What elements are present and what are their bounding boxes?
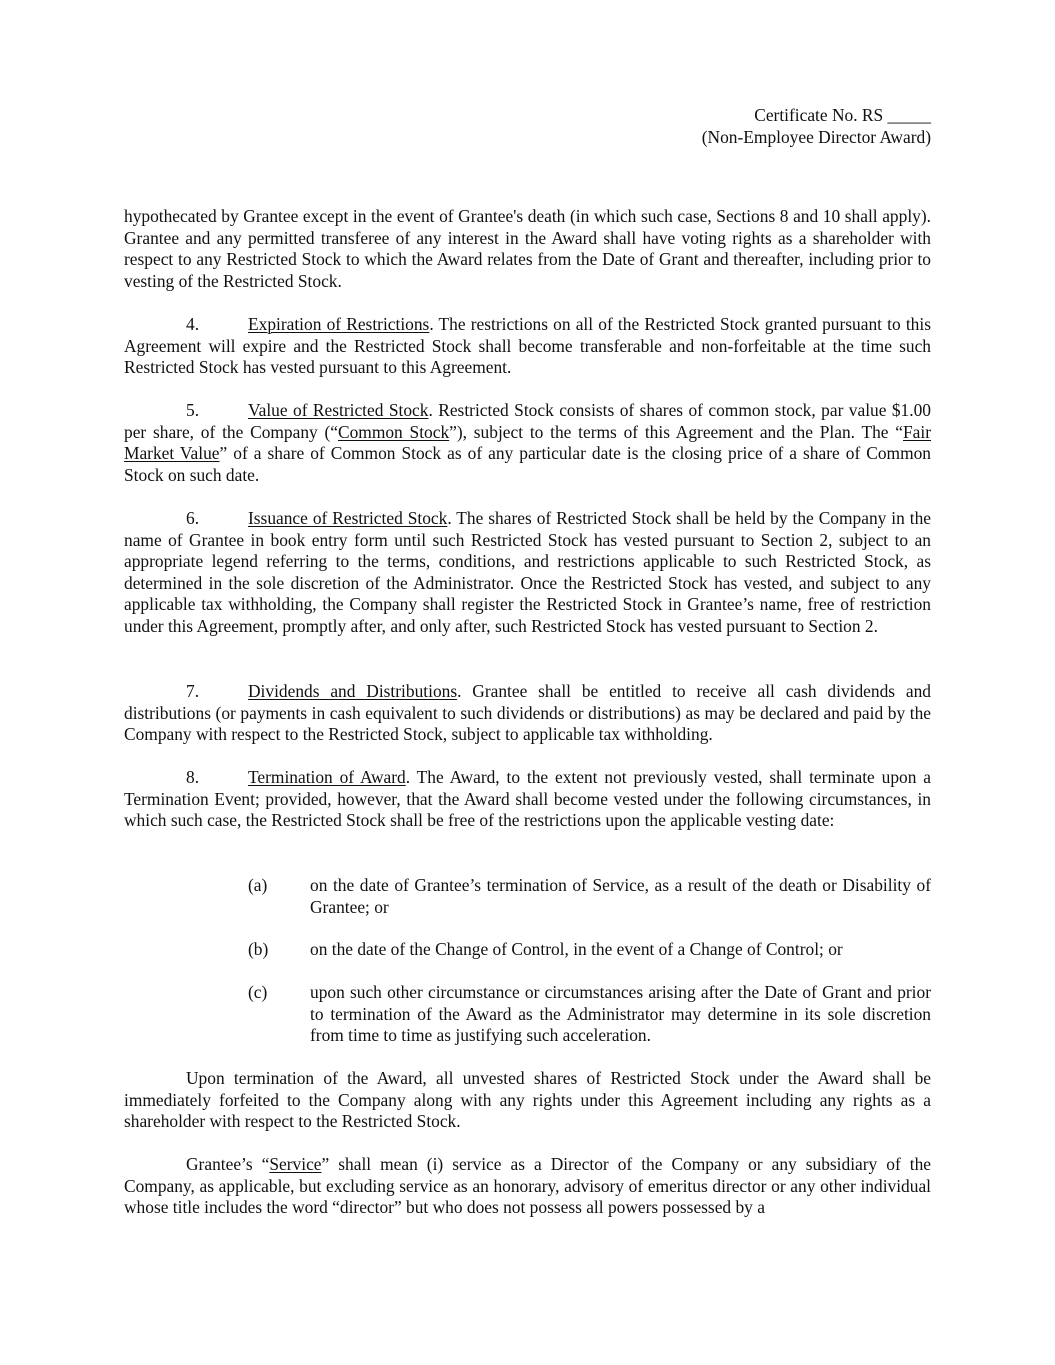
section-8-title: Termination of Award <box>248 767 406 787</box>
sub-item-c <box>124 982 931 1047</box>
continuation-paragraph <box>124 206 931 292</box>
sub-item-b <box>124 939 931 961</box>
sub-item-c-letter: (c) <box>248 982 268 1002</box>
service-definition <box>124 1154 931 1219</box>
term-service: Service <box>269 1154 322 1174</box>
award-type: (Non-Employee Director Award) <box>701 126 931 147</box>
section-4-title: Expiration of Restrictions <box>248 314 430 334</box>
list-item <box>124 939 931 961</box>
section-4-number: 4. <box>186 314 200 334</box>
section-5-text-a: . Restricted Stock consists of shares of common stock, par value $1.00 per share, of the Company (“ <box>124 400 931 442</box>
section-5-number: 5. <box>186 400 200 420</box>
section-6-text: . The shares of Restricted Stock shall be held by the Company in the name of Grantee in book entry form until such Restricted Stock has vested pursuant to Section 2, subject to an appropriate legend referring to the terms, conditions, and restrictions applicable to such Restricted Stock, as determined in the sole discretion of the Administrator. Once the Restricted Stock has vested, and subject to any applicable tax withholding, the Company shall register the Restricted Stock in Grantee’s name, free of restriction under this Agreement, promptly after, and only after, such Restricted Stock has vested pursuant to Section 2. <box>124 508 932 636</box>
section-8-text: . The Award, to the extent not previously vested, shall terminate upon a Termination Event; provided, however, that the Award shall become vested under the following circumstances, in which such case, the Restricted Stock shall be free of the restrictions upon the applicable vesting date: <box>124 767 931 831</box>
section-5-text-b: ”), subject to the terms of this Agreement and the Plan. The “ <box>449 421 903 442</box>
term-fair-market-value: Fair Market Value <box>124 421 932 464</box>
section-6-number: 6. <box>186 508 200 528</box>
service-definition-paragraph <box>124 1154 931 1219</box>
page-header <box>702 105 931 148</box>
section-4-paragraph <box>124 314 931 379</box>
section-5 <box>124 400 931 486</box>
section-6-paragraph <box>124 508 931 638</box>
continuation-text: hypothecated by Grantee except in the event of Grantee's death (in which such case, Sections 8 and 10 shall apply). Grantee and any permitted transferee of any interest in the Award shall have voting rights as a shareholder with respect to any Restricted Stock to which the Award relates from the Date of Grant and thereafter, including prior to vesting of the Restricted Stock. <box>124 206 931 291</box>
section-5-title: Value of Restricted Stock <box>248 400 429 420</box>
section-7-number: 7. <box>186 681 200 701</box>
section-4-text: . The restrictions on all of the Restricted Stock granted pursuant to this Agreement will expire and the Restricted Stock shall become transferable and non-forfeitable at the time such Restricted Stock has vested pursuant to this Agreement. <box>124 314 931 378</box>
sub-item-a-letter: (a) <box>248 875 268 895</box>
section-6-title: Issuance of Restricted Stock <box>248 508 448 528</box>
section-5-paragraph <box>124 400 931 486</box>
sub-item-c-text: upon such other circumstance or circumstances arising after the Date of Grant and prior to termination of the Award as the Administrator may determine in its sole discretion from time to time as justifying such acceleration. <box>310 982 931 1046</box>
list-item <box>124 875 931 918</box>
service-text-b: ” shall mean (i) service as a Director of the Company or any subsidiary of the Company, as applicable, but excluding service as an honorary, advisory of emeritus director or any other individual whose title includes the word “director” but who does not possess all powers possessed by a <box>124 1154 931 1218</box>
section-8 <box>124 767 931 832</box>
section-7-title: Dividends and Distributions <box>248 681 458 701</box>
section-5-text-c: ” of a share of Common Stock as of any particular date is the closing price of a share of Common Stock on such date. <box>124 443 931 485</box>
termination-consequence <box>124 1068 931 1133</box>
section-8-number: 8. <box>186 767 200 787</box>
section-6 <box>124 508 931 638</box>
sub-item-a <box>124 875 931 918</box>
section-7-paragraph <box>124 681 931 746</box>
section-7 <box>124 681 931 746</box>
sub-item-a-text: on the date of Grantee’s termination of Service, as a result of the death or Disability of Grantee; or <box>310 875 931 917</box>
certificate-number: Certificate No. RS _____ <box>754 105 931 125</box>
sub-item-b-letter: (b) <box>248 939 269 959</box>
section-7-text: . Grantee shall be entitled to receive all cash dividends and distributions (or payments in cash equivalent to such dividends or distributions) as may be declared and paid by the Company with respect to the Restricted Stock, subject to applicable tax withholding. <box>124 681 932 745</box>
section-4 <box>124 314 931 379</box>
term-common-stock: Common Stock <box>338 421 450 442</box>
service-text-a: Grantee’s “ <box>186 1154 270 1174</box>
termination-consequence-text: Upon termination of the Award, all unvested shares of Restricted Stock under the Award shall be immediately forfeited to the Company along with any rights under this Agreement including any rights as a shareholder with respect to the Restricted Stock. <box>124 1068 931 1132</box>
sub-item-b-text: on the date of the Change of Control, in the event of a Change of Control; or <box>310 939 843 959</box>
section-8-paragraph <box>124 767 931 832</box>
list-item <box>124 982 931 1047</box>
